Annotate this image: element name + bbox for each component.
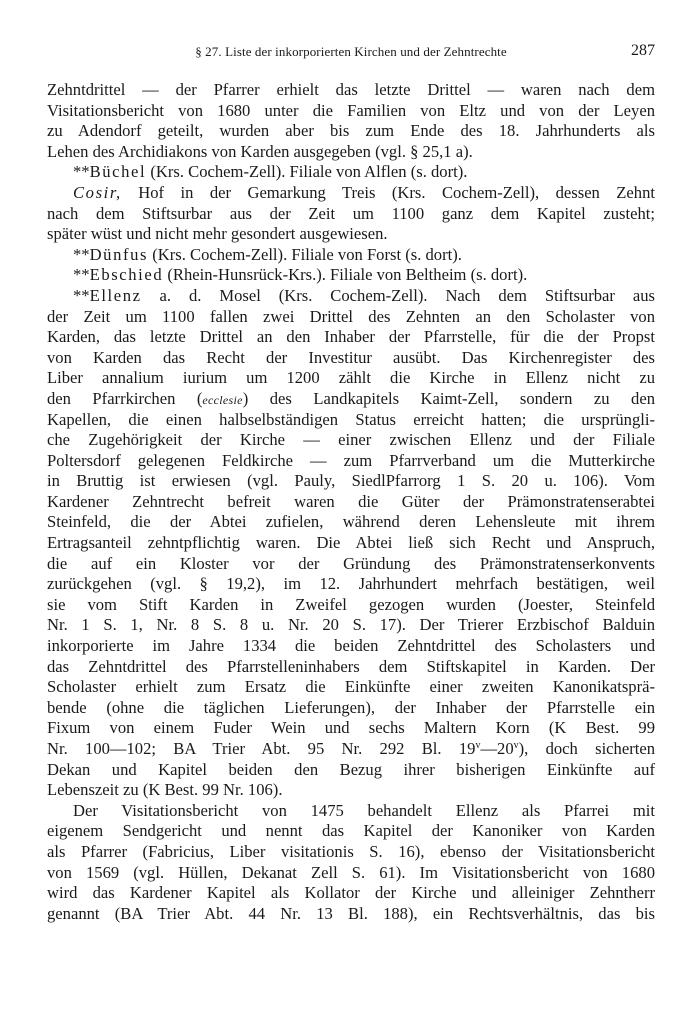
text-segment: —20 <box>480 739 514 758</box>
place-name: Ellenz <box>89 285 142 305</box>
entry-text: (Krs. Cochem-Zell). Filiale von Forst (s. dort). <box>148 244 462 264</box>
text-line: Lehen des Archidiakons von Karden ausgegeben (vgl. § 25,1 a). <box>47 141 473 161</box>
text-segment: Nr. 100—102; BA Trier Abt. 95 Nr. 292 Bl. 19 <box>47 739 476 758</box>
text-line: eigenem Sendgericht und nennt das Kapitel der Kanoniker von Karden <box>47 821 655 841</box>
superscript: v <box>475 740 481 751</box>
entry-text: a. d. Mosel (Krs. Cochem-Zell). Nach dem Stiftsurbar aus <box>141 285 655 305</box>
page-header <box>47 42 655 62</box>
marker: ** <box>73 244 90 264</box>
text-line: von 1569 (vgl. Hüllen, Dekanat Zell S. 61). Im Visitationsbericht von 1680 <box>47 862 655 882</box>
place-name: Dünfus <box>89 244 149 264</box>
text-line: Ertragsanteil zehntpflichtig waren. Die Abtei ließ sich Recht und Anspruch, <box>47 533 655 553</box>
text-line: Visitationsbericht von 1680 unter die Familien von Eltz und von der Leyen <box>47 100 655 120</box>
text-segment: den Pfarrkirchen ( <box>47 388 203 408</box>
entry-text: (Rhein-Hunsrück-Krs.). Filiale von Beltheim (s. dort). <box>163 265 528 285</box>
text-line: che Zugehörigkeit der Kirche — einer zwischen Ellenz und der Filiale <box>47 430 655 450</box>
marker: ** <box>73 162 90 182</box>
text-line: Steinfeld, die der Abtei zufielen, während deren Lehensleute mit ihrem <box>47 512 655 532</box>
text-line: Nr. 1 S. 1, Nr. 8 S. 8 u. Nr. 20 S. 17). Der Trierer Erzbischof Balduin <box>47 615 655 635</box>
text-line: Kardener Zehntrecht befreit waren die Güter der Prämonstratenserabtei <box>47 491 655 511</box>
text-line: Poltersdorf gelegenen Feldkirche — zum Pfarrverband um die Mutterkirche <box>47 450 655 470</box>
text-line: bende (ohne die täglichen Lieferungen), der Inhaber der Pfarrstelle ein <box>47 697 655 717</box>
text-line: Kapellen, die einen halbselbständigen Status erreicht hatten; die ursprüngli- <box>47 409 655 429</box>
text-line: Lebenszeit zu (K Best. 99 Nr. 106). <box>47 780 283 800</box>
text-line: Dekan und Kapitel beiden den Bezug ihrer bisherigen Einkünfte auf <box>47 759 655 779</box>
text-line: sie vom Stift Karden in Zweifel gezogen wurden (Joester, Steinfeld <box>47 594 655 614</box>
text-line: Karden, das letzte Drittel an den Inhaber der Pfarrstelle, für die der Propst <box>47 327 655 347</box>
text-line: Der Visitationsbericht von 1475 behandelt Ellenz als Pfarrei mit <box>73 800 655 820</box>
superscript: v <box>513 740 519 751</box>
main-text <box>47 80 655 924</box>
text-segment: ), doch sicherten <box>518 739 656 758</box>
text-line: Zehntdrittel — der Pfarrer erhielt das letzte Drittel — waren nach dem <box>47 80 655 99</box>
latin-term: ecclesie <box>202 392 243 407</box>
text-line: von Karden das Recht der Investitur ausübt. Das Kirchenregister des <box>47 347 655 367</box>
entry-text: (Krs. Cochem-Zell). Filiale von Alflen (s. dort). <box>146 162 468 182</box>
entry-buechel <box>47 162 655 183</box>
place-name: Ebschied <box>89 265 164 285</box>
text-line: die auf ein Kloster vor der Gründung des Prämonstratenserkonvents <box>47 553 655 573</box>
place-name: Cosir, <box>73 182 122 202</box>
text-line: Fixum von einem Fuder Wein und sechs Maltern Korn (K Best. 99 <box>47 718 655 738</box>
place-name: Büchel <box>89 162 147 182</box>
entry-ebschied <box>47 265 655 286</box>
text-segment: ) des Landkapitels Kaimt-Zell, sondern zu den <box>242 388 655 408</box>
entry-text: Hof in der Gemarkung Treis (Krs. Cochem-Zell), dessen Zehnt <box>121 182 655 202</box>
running-title: § 27. Liste der inkorporierten Kirchen und der Zehntrechte <box>195 44 507 59</box>
entry-duenfus <box>47 245 655 266</box>
text-line: später wüst und nicht mehr gesondert ausgewiesen. <box>47 224 388 244</box>
page-number: 287 <box>631 42 655 59</box>
text-line <box>47 739 655 760</box>
text-line: Scholaster erhielt zum Ersatz die Einkünfte einer zweiten Kanonikatsprä- <box>47 677 655 697</box>
text-line: wird das Kardener Kapitel als Kollator der Kirche und alleiniger Zehntherr <box>47 883 655 903</box>
text-line: zurückgehen (vgl. § 19,2), im 12. Jahrhundert mehrfach bestätigen, weil <box>47 574 655 594</box>
text-line: nach dem Stiftsurbar aus der Zeit um 1100 ganz dem Kapitel zusteht; <box>47 203 655 223</box>
marker: ** <box>73 265 90 285</box>
text-line: der Zeit um 1100 fallen zwei Drittel des Zehnten an den Scholaster von <box>47 306 655 326</box>
text-line: das Zehntdrittel des Pfarrstelleninhabers dem Stiftskapitel in Karden. Der <box>47 656 655 676</box>
text-line: genannt (BA Trier Abt. 44 Nr. 13 Bl. 188), ein Rechtsverhältnis, das bis <box>47 903 655 923</box>
marker: ** <box>73 285 90 305</box>
entry-ellenz <box>47 286 655 307</box>
text-line: inkorporierte im Jahre 1334 die beiden Zehntdrittel des Scholasters und <box>47 636 655 656</box>
entry-cosir <box>47 183 655 204</box>
text-line: Liber annalium iurium um 1200 zählt die Kirche in Ellenz nicht zu <box>47 368 655 388</box>
text-line: in Bruttig ist erwiesen (vgl. Pauly, SiedlPfarrorg 1 S. 20 u. 106). Vom <box>47 471 655 491</box>
text-line <box>47 389 655 410</box>
text-line: als Pfarrer (Fabricius, Liber visitationis S. 16), ebenso der Visitationsbericht <box>47 841 655 861</box>
text-line: zu Adendorf geteilt, wurden aber bis zum Ende des 18. Jahrhunderts als <box>47 121 655 141</box>
